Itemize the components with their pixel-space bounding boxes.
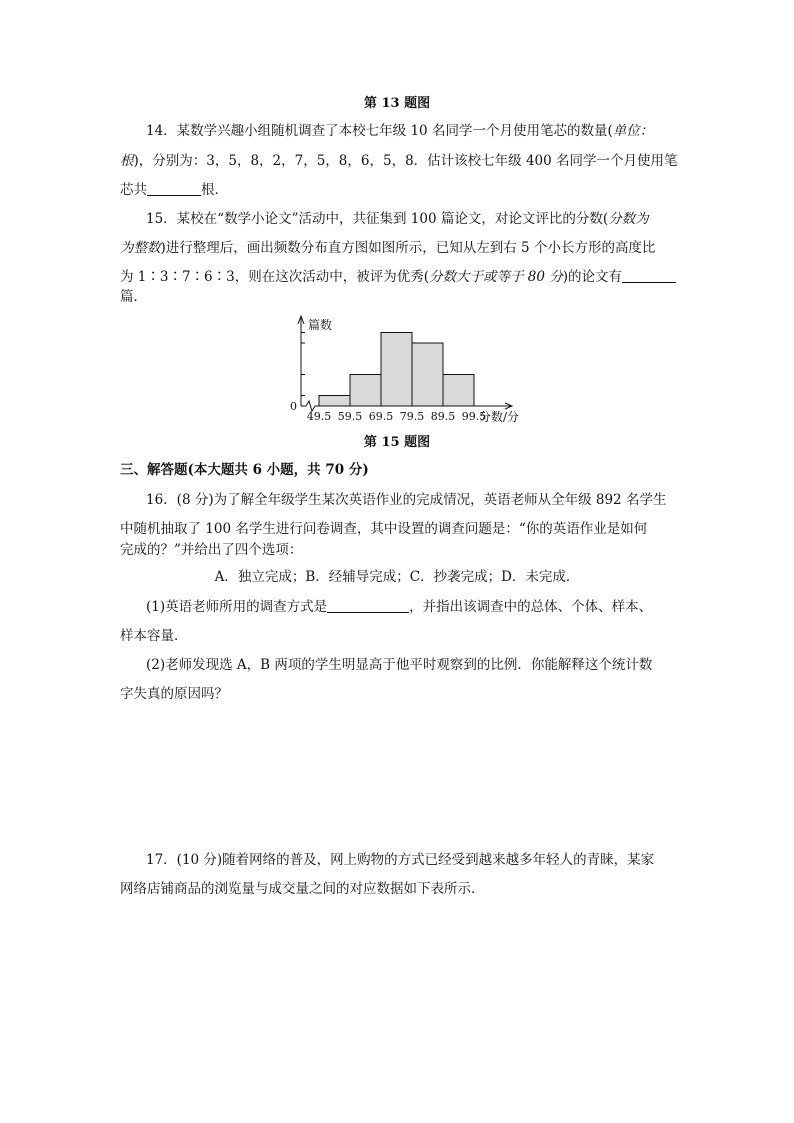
q15-text-1: 15．某校在“数学小论文”活动中，共征集到 100 篇论文，对论文评比的分数( bbox=[146, 211, 609, 227]
q16-part-1-text-b: ，并指出该调查中的总体、个体、样本、 bbox=[409, 599, 653, 615]
q14-unit-note: 单位： bbox=[612, 123, 654, 139]
y-axis-label: 篇数 bbox=[308, 318, 333, 332]
q14-unit-note-2: 根 bbox=[120, 153, 134, 169]
q16-part-1 bbox=[146, 597, 652, 617]
histogram-bar-1 bbox=[319, 396, 350, 407]
q16-line-1: 16．(8 分)为了解全年级学生某次英语作业的完成情况，英语老师从全年级 892 名学生 bbox=[146, 492, 667, 508]
q15-line-2 bbox=[120, 238, 655, 258]
q15-line-4 bbox=[120, 287, 147, 307]
q16-part-1-text-a: (1)英语老师所用的调查方式是 bbox=[146, 599, 328, 615]
q16-line-2: 中随机抽取了 100 名学生进行问卷调查，其中设置的调查问题是：“你的英语作业是如何 bbox=[120, 521, 648, 537]
q16-part-1-line-2: 样本容量． bbox=[120, 628, 188, 644]
q15-note-1: 分数为 bbox=[608, 211, 649, 227]
q16-part-2-line-2: 字失真的原因吗？ bbox=[120, 686, 228, 702]
q15-note-3: 分数大于或等于 80 分 bbox=[429, 269, 563, 285]
x-tick-label-5: 89.5 bbox=[430, 410, 456, 423]
x-axis-label: 分数/分 bbox=[479, 410, 520, 424]
origin-label: 0 bbox=[290, 400, 297, 413]
x-tick-label-3: 69.5 bbox=[368, 410, 394, 423]
q14-line-2 bbox=[120, 151, 678, 171]
q15-text-3a: 为 1∶3∶7∶6∶3，则在这次活动中，被评为优秀( bbox=[120, 269, 430, 285]
frequency-histogram bbox=[285, 312, 535, 427]
q15-text-3b: )的论文有 bbox=[562, 269, 623, 285]
q17-line-2: 网络店铺商品的浏览量与成交量之间的对应数据如下表所示． bbox=[120, 881, 485, 897]
figure-13-caption: 第 13 题图 bbox=[363, 96, 431, 111]
x-tick-label-2: 59.5 bbox=[337, 410, 363, 423]
q14-text-3b: 根． bbox=[201, 182, 228, 198]
q15-line-3 bbox=[120, 267, 676, 287]
q15-answer-blank[interactable] bbox=[622, 268, 676, 283]
x-tick-label-1: 49.5 bbox=[306, 410, 332, 423]
q16-line-3: 完成的？”并给出了四个选项： bbox=[120, 542, 303, 558]
q14-line-1 bbox=[146, 121, 653, 141]
histogram-bar-4 bbox=[412, 343, 443, 406]
q15-note-2: 为整数 bbox=[120, 240, 161, 256]
histogram-bar-5 bbox=[443, 375, 474, 407]
q16-answer-blank[interactable] bbox=[327, 598, 409, 613]
q14-text-1: 14．某数学兴趣小组随机调查了本校七年级 10 名同学一个月使用笔芯的数量( bbox=[146, 123, 613, 139]
section-3-heading: 三、解答题(本大题共 6 小题，共 70 分) bbox=[120, 462, 369, 478]
figure-15-caption: 第 15 题图 bbox=[363, 435, 431, 450]
x-tick-label-4: 79.5 bbox=[399, 410, 425, 423]
histogram-bars bbox=[319, 333, 474, 407]
q15-text-2: )进行整理后，画出频数分布直方图如图所示，已知从左到右 5 个小长方形的高度比 bbox=[160, 240, 656, 256]
q15-line-1 bbox=[146, 209, 649, 229]
q15-text-4: 篇． bbox=[120, 289, 147, 305]
x-tick-label-6: 99.5 bbox=[461, 410, 487, 423]
q16-options: A．独立完成；B．经辅导完成；C．抄袭完成；D．未完成． bbox=[214, 569, 580, 585]
q14-text-3a: 芯共 bbox=[120, 182, 147, 198]
q14-line-3 bbox=[120, 180, 228, 200]
histogram-bar-2 bbox=[350, 375, 381, 407]
histogram-bar-3 bbox=[381, 333, 412, 407]
q17-line-1: 17．(10 分)随着网络的普及，网上购物的方式已经受到越来越多年轻人的青睐，某家 bbox=[146, 852, 655, 868]
q14-text-2: )，分别为：3，5，8，2，7，5，8，6，5，8．估计该校七年级 400 名同学一个月使用笔 bbox=[133, 153, 678, 169]
q16-part-2: (2)老师发现选 A，B 两项的学生明显高于他平时观察到的比例．你能解释这个统计数 bbox=[146, 657, 653, 673]
q14-answer-blank[interactable] bbox=[147, 181, 201, 196]
